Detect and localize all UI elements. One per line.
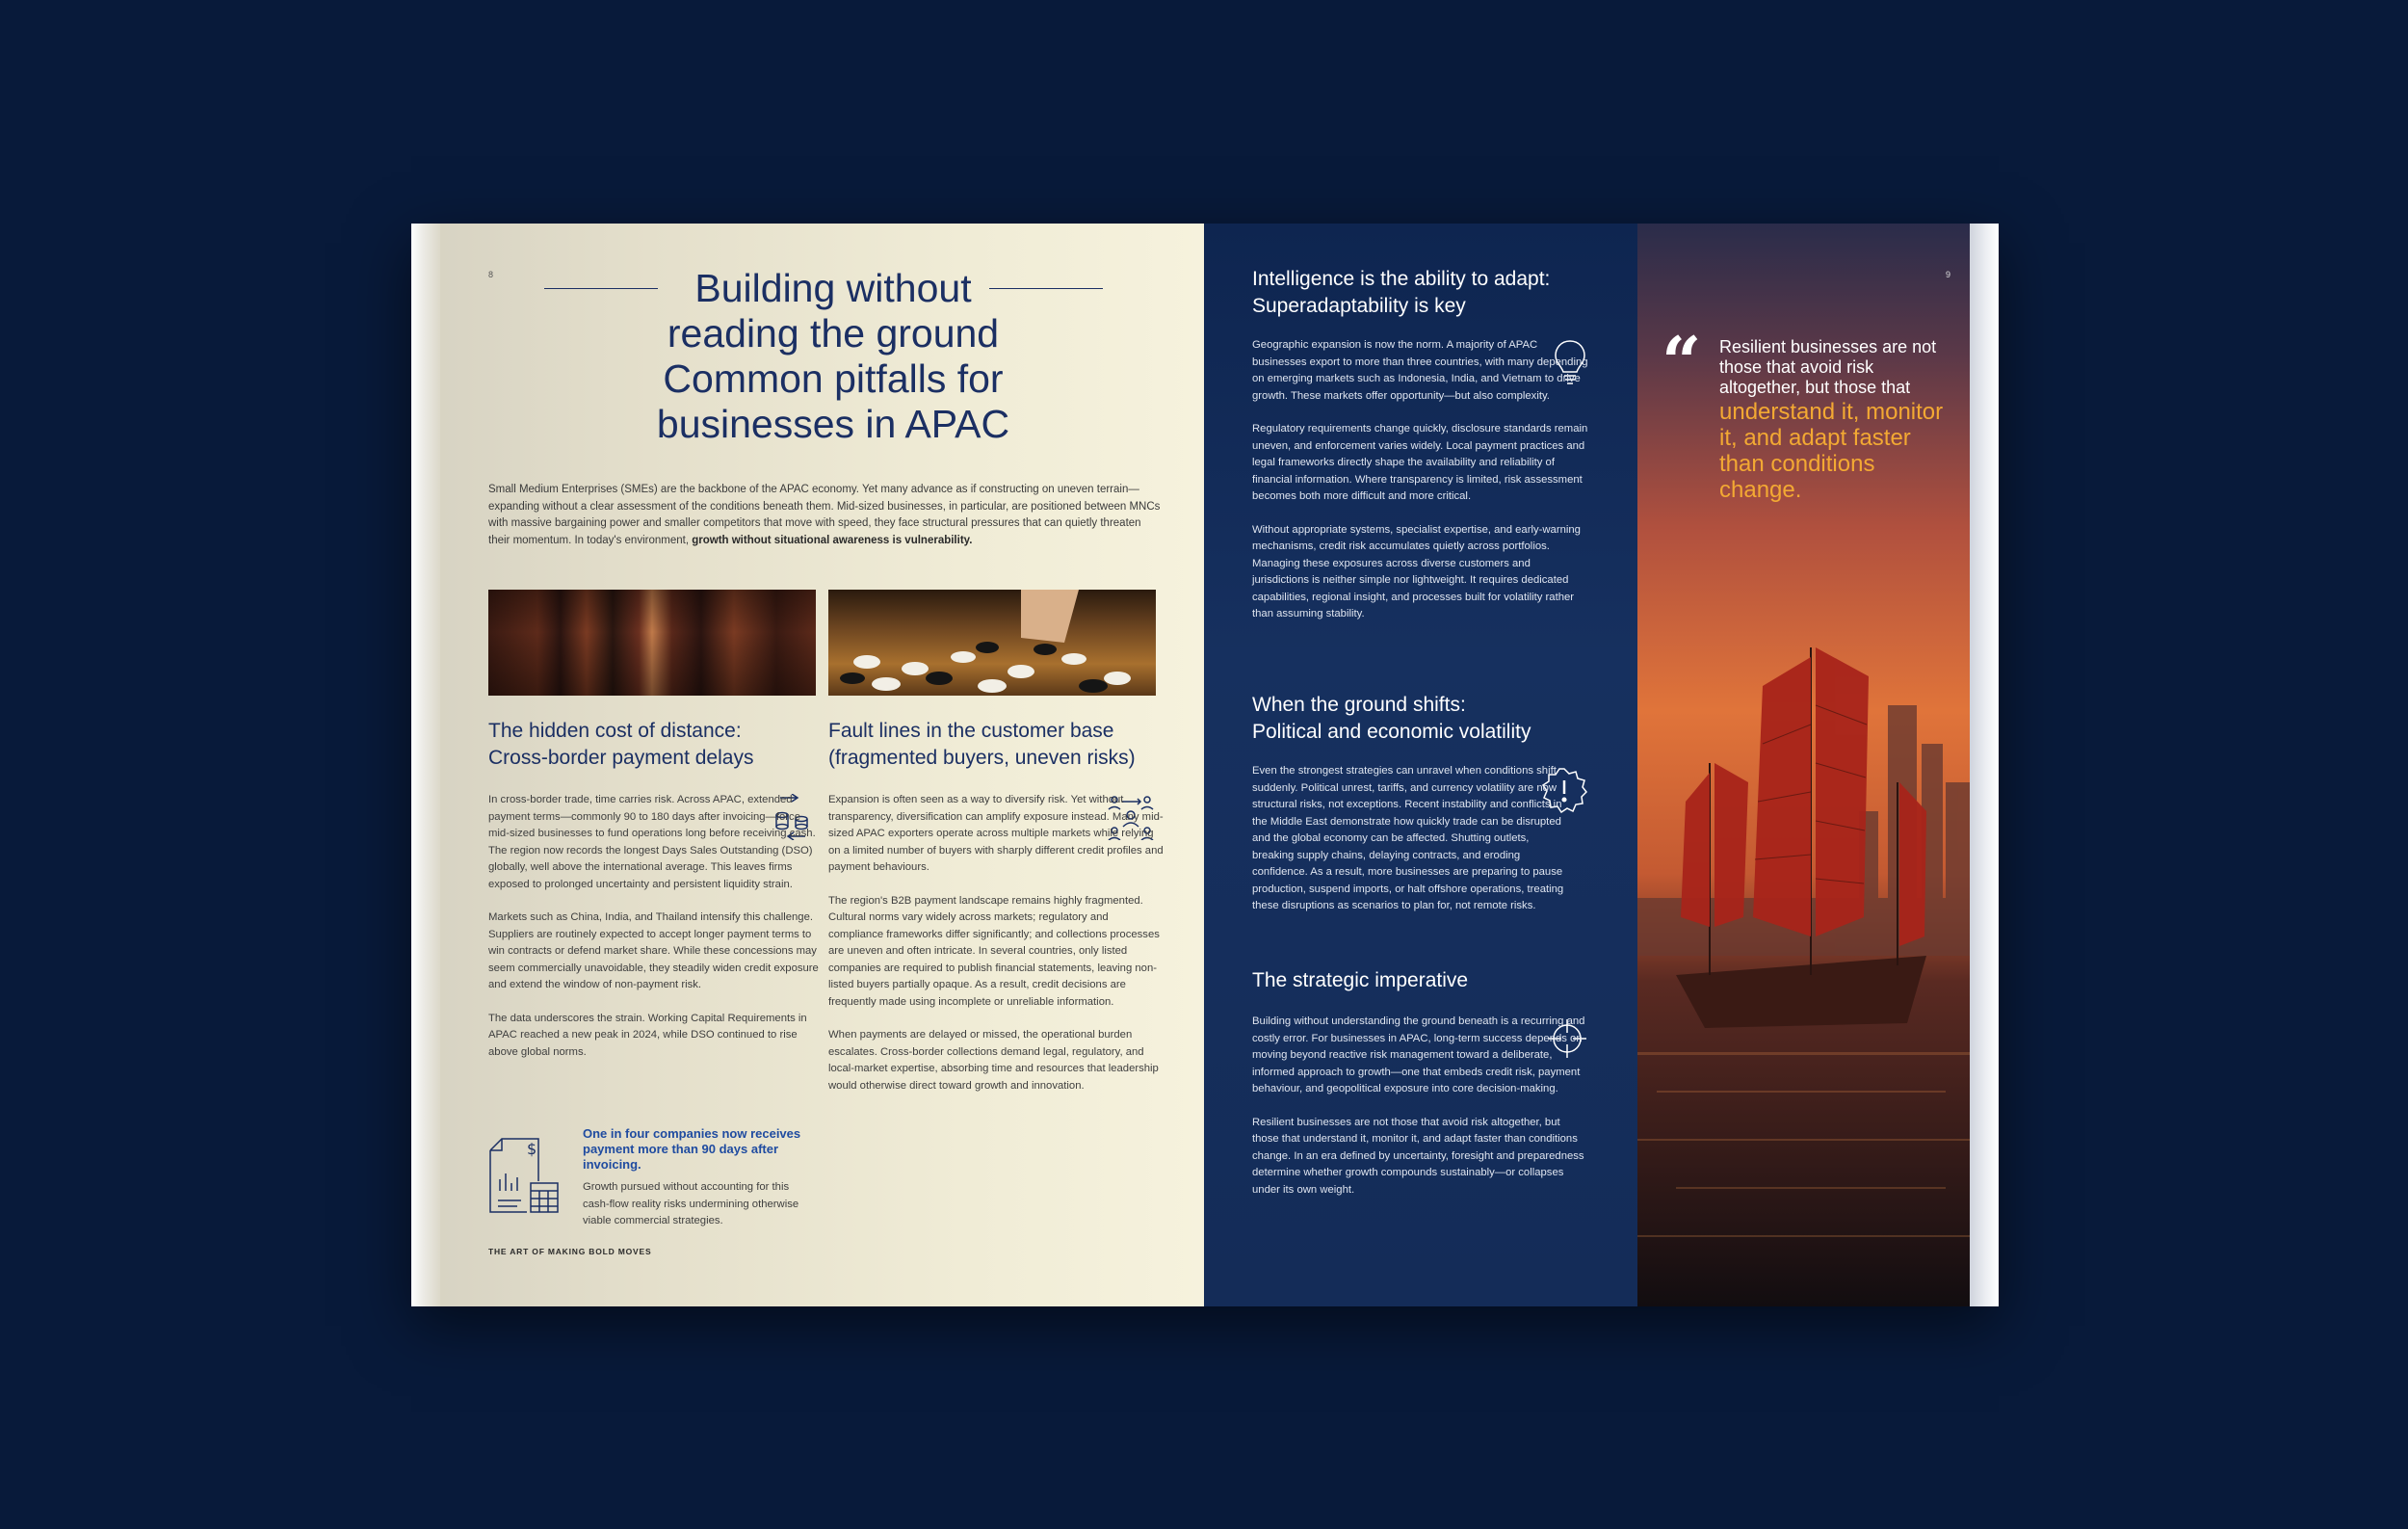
page-number: 8 <box>488 270 494 279</box>
heading-line: The hidden cost of distance: <box>488 720 742 742</box>
paragraph: Without appropriate systems, specialist expertise, and early-warning mechanisms, credit risk accumulates quietly across portfolios. Managing these exposures across diverse customers and jurisdictions is neither simple nor lightweight. It requires dedicated capabilities, regional insight, and processes built for volatility rather than assuming stability. <box>1252 523 1581 620</box>
page-edge <box>411 224 440 1306</box>
section-heading <box>1252 692 1618 746</box>
paragraph: In cross-border trade, time carries risk. Across APAC, extended payment terms—commonly 90 to 180 days after invoicing—force mid-sized businesses to fund operations long before receiving cash. The region now records the longest Days Sales Outstanding (DSO) globally, well above the international average. This leaves firms exposed to prolonged uncertainty and persistent liquidity strain. <box>488 794 816 890</box>
title-line: reading the ground <box>667 311 1000 356</box>
paragraph: Geographic expansion is now the norm. A majority of APAC businesses export to more than three countries, with many depending on emerging markets such as Indonesia, India, and Vietnam to drive growth. These markets offer opportunity—but also complexity. <box>1252 339 1588 402</box>
paragraph: Markets such as China, India, and Thailand intensify this challenge. Suppliers are routinely expected to accept longer payment terms to win contracts or defend market share. While these concessions may seem commercially unavoidable, they steadily widen credit exposure and extend the window of non-payment risk. <box>488 911 819 990</box>
pull-quote-highlight: understand it, monitor it, and adapt faster than conditions change. <box>1719 399 1944 503</box>
paragraph: When payments are delayed or missed, the operational burden escalates. Cross-border collections demand legal, regulatory, and local-market expertise, absorbing time and resources that leadership would otherwise direct toward growth and innovation. <box>828 1029 1159 1092</box>
paragraph: Even the strongest strategies can unravel when conditions shift suddenly. Political unrest, tariffs, and currency volatility are now structural risks, not exceptions. Recent instability and conflicts in the Middle East demonstrate how quickly trade can be disrupted and the global economy can be affected. Shutting outlets, breaking supply chains, delaying contracts, and eroding confidence. As a result, more businesses are preparing to pause production, suspend imports, or halt offshore operations, treating these disruptions as scenarios to plan for, not remote risks. <box>1252 765 1564 911</box>
right-page <box>1204 224 1999 1306</box>
title-line: Common pitfalls for <box>663 356 1004 401</box>
magazine-spread <box>411 224 1999 1306</box>
pull-quote-text: Resilient businesses are not those that avoid risk altogether, but those that <box>1719 337 1937 397</box>
page-title <box>544 266 1122 447</box>
quote-mark-icon: “ <box>1662 321 1702 403</box>
callout-title: One in four companies now receives payment more than 90 days after invoicing. <box>583 1126 801 1172</box>
section-heading <box>828 718 1175 772</box>
section-heading <box>488 718 816 772</box>
section-heading <box>1252 266 1618 320</box>
paragraph: Expansion is often seen as a way to diversify risk. Yet without transparency, diversification can amplify exposure instead. Many mid-sized APAC exporters operate across multiple markets while relying on a limited number of buyers with sharply different credit profiles and payment behaviours. <box>828 794 1164 873</box>
section-heading <box>1252 967 1618 994</box>
heading-line: When the ground shifts: <box>1252 694 1466 716</box>
svg-text:$: $ <box>527 1140 537 1158</box>
footer-label: THE ART OF MAKING BOLD MOVES <box>488 1247 652 1256</box>
paragraph: The data underscores the strain. Working Capital Requirements in APAC reached a new peak in 2024, while DSO continued to rise above global norms. <box>488 1012 807 1058</box>
go-board-photo <box>828 590 1156 696</box>
paragraph: Resilient businesses are not those that avoid risk altogether, but those that understand it, monitor it, and adapt faster than conditions change. In an era defined by uncertainty, foresight and preparedness determine whether growth compounds sustainably—or collapses under its own weight. <box>1252 1116 1584 1196</box>
invoice-calculator-icon <box>488 1137 562 1219</box>
paragraph: Regulatory requirements change quickly, disclosure standards remain uneven, and enforcement varies widely. Local payment practices and legal frameworks directly shape the availability and reliability of financial information. Where transparency is limited, risk assessment becomes both more difficult and more critical. <box>1252 423 1588 502</box>
page-number: 9 <box>1946 270 1951 279</box>
intro-bold: growth without situational awareness is vulnerability. <box>692 534 973 546</box>
title-line: businesses in APAC <box>656 402 1010 446</box>
intro-paragraph <box>488 482 1163 549</box>
intro-text: Small Medium Enterprises (SMEs) are the backbone of the APAC economy. Yet many advance as if constructing on uneven terrain—expanding without a clear assessment of the conditions beneath them. Mid-sized businesses, in particular, are positioned between MNCs with massive bargaining power and smaller competitors that move with speed, they face structural pressures that can quietly threaten their momentum. In today's environment, <box>488 484 1161 546</box>
section-body <box>1252 1014 1589 1215</box>
heading-line: (fragmented buyers, uneven risks) <box>828 747 1136 769</box>
section-body <box>1252 337 1589 640</box>
column-body <box>488 792 821 1077</box>
title-line: Building without <box>694 266 972 310</box>
heading-line: Cross-border payment delays <box>488 747 754 769</box>
heading-line: Fault lines in the customer base <box>828 720 1114 742</box>
callout-body: Growth pursued without accounting for this cash-flow reality risks undermining otherwise viable commercial strategies. <box>583 1181 799 1226</box>
heading-line: Political and economic volatility <box>1252 721 1531 743</box>
heading-line: The strategic imperative <box>1252 969 1469 991</box>
paragraph: The region's B2B payment landscape remains highly fragmented. Cultural norms vary widely across markets; regulatory and compliance frameworks differ significantly; and collections processes are uneven and often intricate. In several countries, only listed companies are required to publish financial statements, leaving non-listed buyers partially opaque. As a result, credit decisions are frequently made using incomplete or unreliable information. <box>828 894 1160 1008</box>
heading-line: Superadaptability is key <box>1252 295 1466 317</box>
column-body <box>828 792 1165 1111</box>
left-page <box>411 224 1204 1306</box>
heading-line: Intelligence is the ability to adapt: <box>1252 268 1551 290</box>
section-body <box>1252 763 1570 932</box>
corridor-photo <box>488 590 816 696</box>
paragraph: Building without understanding the ground beneath is a recurring and costly error. For businesses in APAC, long-term success depends on moving beyond reactive risk management toward a deliberate, informed approach to growth—one that embeds credit risk, payment behaviour, and geopolitical exposure into core decision-making. <box>1252 1015 1585 1094</box>
page-edge <box>1970 224 1999 1306</box>
